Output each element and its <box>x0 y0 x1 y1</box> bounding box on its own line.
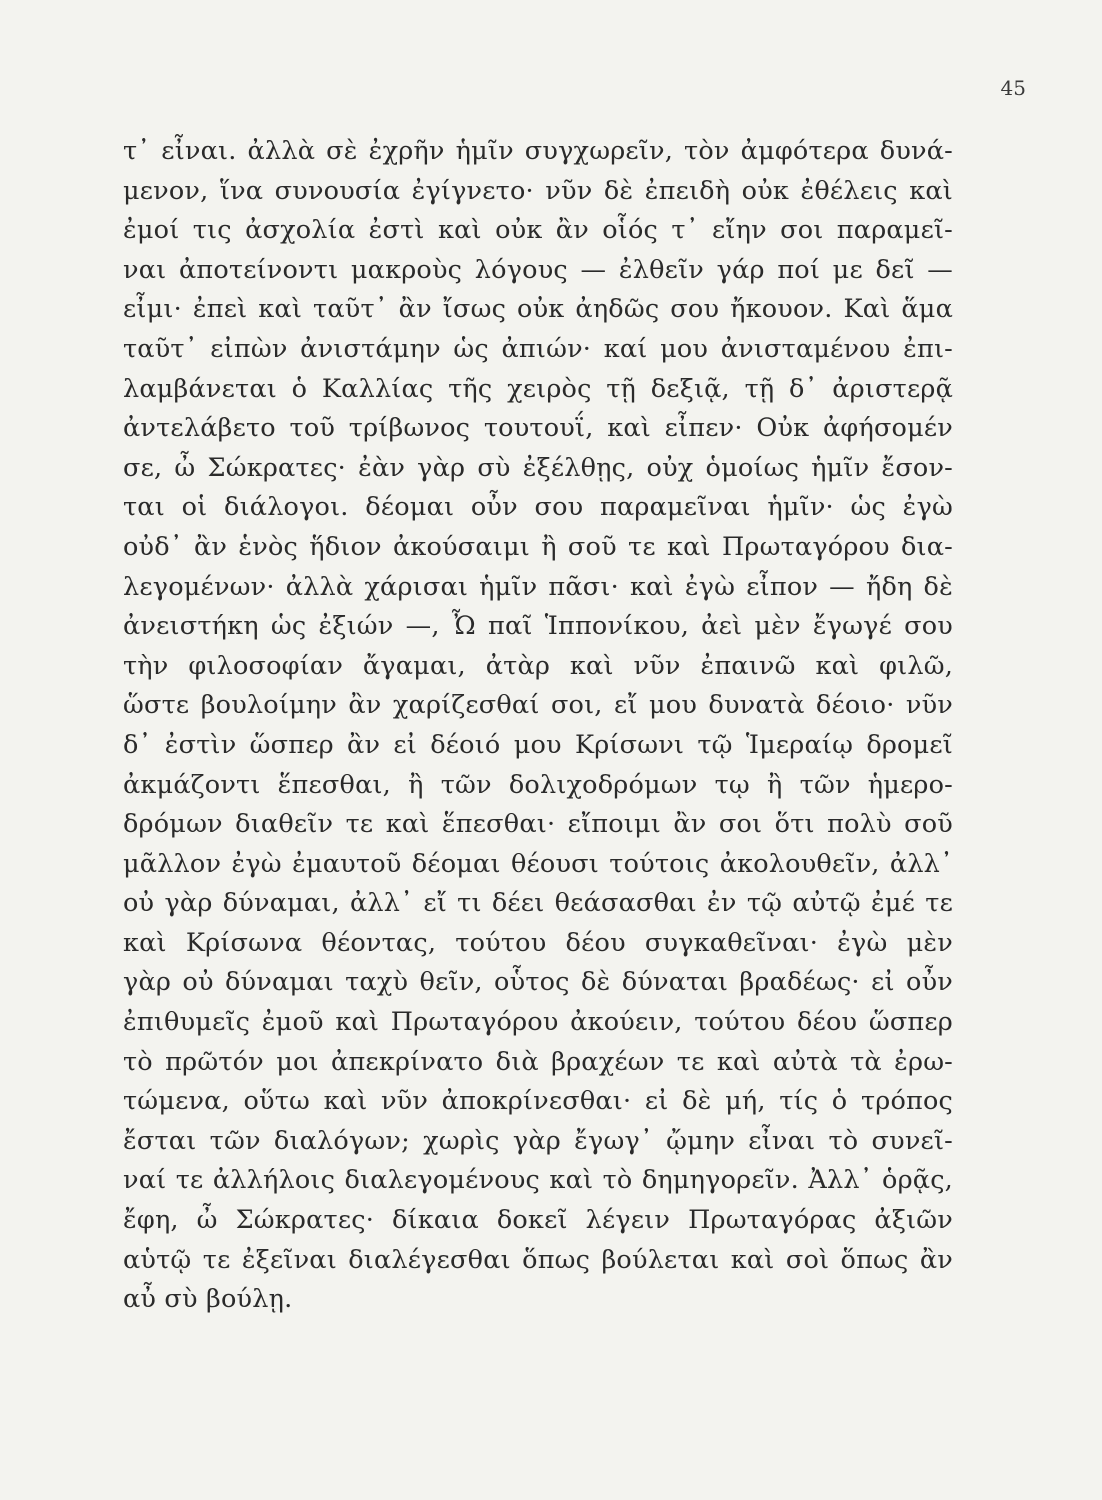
body-text <box>123 132 953 1320</box>
text-line: μᾶλλον ἐγὼ ἐμαυτοῦ δέομαι θέουσι τούτοις ἀκολουθεῖν, ἀλλ᾽ <box>123 848 953 879</box>
text-line: τὸ πρῶτόν μοι ἀπεκρίνατο διὰ βραχέων τε καὶ αὐτὰ τὰ ἐρω- <box>123 1046 953 1077</box>
text-line: ταῦτ᾽ εἰπὼν ἀνιστάμην ὡς ἀπιών· καί μου ἀνισταμένου ἐπι- <box>123 333 953 364</box>
text-line: δρόμων διαθεῖν τε καὶ ἕπεσθαι· εἴποιμι ἂν σοι ὅτι πολὺ σοῦ <box>123 809 953 840</box>
text-line: ται οἱ διάλογοι. δέομαι οὖν σου παραμεῖναι ἡμῖν· ὡς ἐγὼ <box>123 492 953 523</box>
text-line: ἔσται τῶν διαλόγων; χωρὶς γὰρ ἔγωγ᾽ ᾤμην εἶναι τὸ συνεῖ- <box>123 1125 953 1156</box>
text-line: καὶ Κρίσωνα θέοντας, τούτου δέου συγκαθεῖναι· ἐγὼ μὲν <box>123 927 953 958</box>
text-line: οὐ γὰρ δύναμαι, ἀλλ᾽ εἴ τι δέει θεάσασθαι ἐν τῷ αὐτῷ ἐμέ τε <box>123 888 953 919</box>
text-line: οὐδ᾽ ἂν ἑνὸς ἥδιον ἀκούσαιμι ἢ σοῦ τε καὶ Πρωταγόρου δια- <box>123 531 953 562</box>
text-line: σε, ὦ Σώκρατες· ἐὰν γὰρ σὺ ἐξέλθῃς, οὐχ ὁμοίως ἡμῖν ἔσον- <box>123 452 953 483</box>
text-line: γὰρ οὐ δύναμαι ταχὺ θεῖν, οὗτος δὲ δύναται βραδέως· εἰ οὖν <box>123 967 953 998</box>
text-line: ἐμοί τις ἀσχολία ἐστὶ καὶ οὐκ ἂν οἷός τ᾽ εἴην σοι παραμεῖ- <box>123 215 953 246</box>
text-line: ἀντελάβετο τοῦ τρίβωνος τουτουΐ, καὶ εἶπεν· Οὐκ ἀφήσομέν <box>123 413 953 444</box>
text-line: λεγομένων· ἀλλὰ χάρισαι ἡμῖν πᾶσι· καὶ ἐγὼ εἶπον — ἤδη δὲ <box>123 571 953 602</box>
text-line: ναι ἀποτείνοντι μακροὺς λόγους — ἐλθεῖν γάρ ποί με δεῖ — <box>123 254 953 285</box>
text-line: ἔφη, ὦ Σώκρατες· δίκαια δοκεῖ λέγειν Πρωταγόρας ἀξιῶν <box>123 1205 953 1236</box>
text-line: ναί τε ἀλλήλοις διαλεγομένους καὶ τὸ δημηγορεῖν. Ἀλλ᾽ ὁρᾷς, <box>123 1165 953 1196</box>
text-line: τ᾽ εἶναι. ἀλλὰ σὲ ἐχρῆν ἡμῖν συγχωρεῖν, τὸν ἀμφότερα δυνά- <box>123 136 953 166</box>
text-line: τώμενα, οὕτω καὶ νῦν ἀποκρίνεσθαι· εἰ δὲ μή, τίς ὁ τρόπος <box>123 1086 953 1117</box>
text-line: ὥστε βουλοίμην ἂν χαρίζεσθαί σοι, εἴ μου δυνατὰ δέοιο· νῦν <box>123 690 953 721</box>
text-line: τὴν φιλοσοφίαν ἄγαμαι, ἀτὰρ καὶ νῦν ἐπαινῶ καὶ φιλῶ, <box>123 650 953 681</box>
text-line: λαμβάνεται ὁ Καλλίας τῆς χειρὸς τῇ δεξιᾷ, τῇ δ᾽ ἀριστερᾷ <box>123 373 953 404</box>
text-line-last: αὖ σὺ βούλῃ. <box>123 1284 293 1315</box>
page-number: 45 <box>1000 76 1026 100</box>
text-line: αὑτῷ τε ἐξεῖναι διαλέγεσθαι ὅπως βούλεται καὶ σοὶ ὅπως ἂν <box>123 1244 953 1275</box>
text-line: εἶμι· ἐπεὶ καὶ ταῦτ᾽ ἂν ἴσως οὐκ ἀηδῶς σου ἤκουον. Καὶ ἅμα <box>123 294 953 325</box>
text-line: ἐπιθυμεῖς ἐμοῦ καὶ Πρωταγόρου ἀκούειν, τούτου δέου ὥσπερ <box>123 1007 953 1038</box>
text-line: ἀνειστήκη ὡς ἐξιών —, Ὦ παῖ Ἱππονίκου, ἀεὶ μὲν ἔγωγέ σου <box>123 611 953 642</box>
text-line: δ᾽ ἐστὶν ὥσπερ ἂν εἰ δέοιό μου Κρίσωνι τῷ Ἱμεραίῳ δρομεῖ <box>123 729 953 760</box>
text-line: μενον, ἵνα συνουσία ἐγίγνετο· νῦν δὲ ἐπειδὴ οὐκ ἐθέλεις καὶ <box>123 175 953 206</box>
text-line: ἀκμάζοντι ἕπεσθαι, ἢ τῶν δολιχοδρόμων τῳ ἢ τῶν ἡμερο- <box>123 769 953 800</box>
